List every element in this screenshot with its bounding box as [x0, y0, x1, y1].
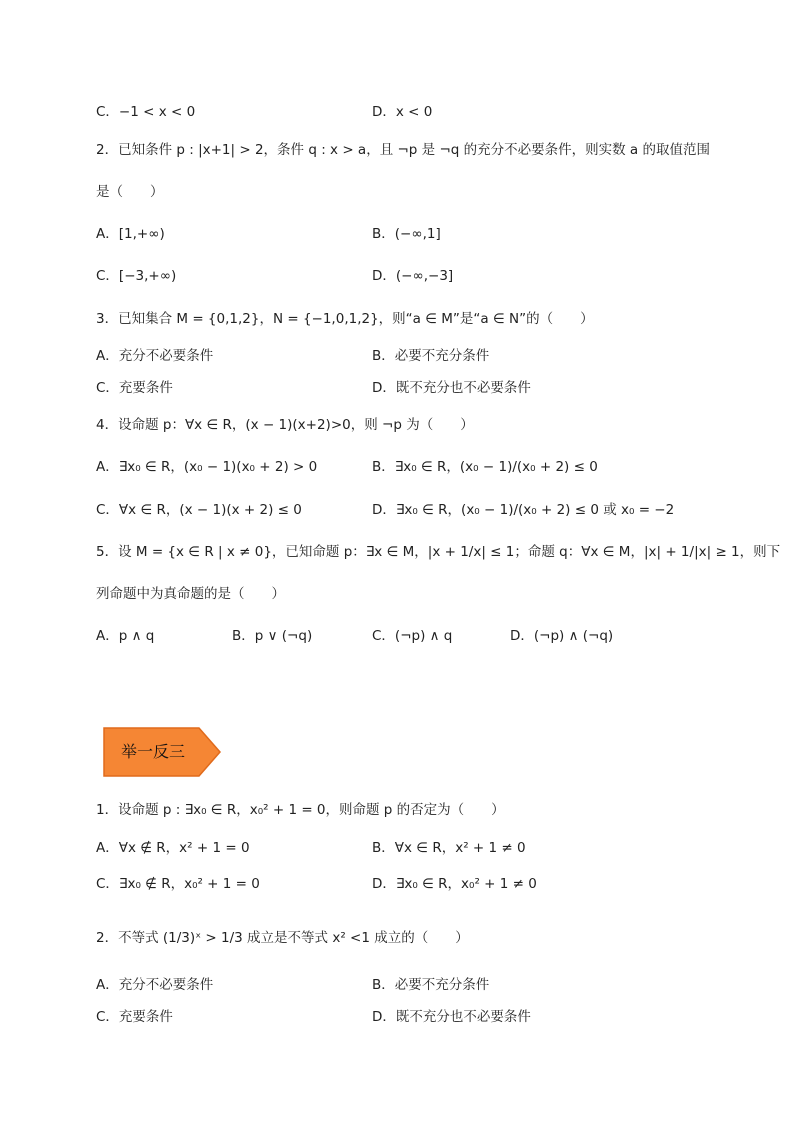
- q2-option-a[interactable]: A．[1,+∞): [96, 226, 165, 242]
- s2-q1-option-a[interactable]: A．∀x ∉ R，x² + 1 = 0: [96, 840, 250, 856]
- q4-option-b[interactable]: B．∃x₀ ∈ R，(x₀ − 1)/(x₀ + 2) ≤ 0: [372, 459, 598, 475]
- s2-q1-option-c[interactable]: C．∃x₀ ∉ R，x₀² + 1 = 0: [96, 876, 260, 892]
- q1-option-d[interactable]: D．x < 0: [372, 104, 433, 120]
- banner-label: 举一反三: [120, 742, 185, 761]
- q2-option-b[interactable]: B．(−∞,1]: [372, 226, 441, 242]
- q5-option-c[interactable]: C．(¬p) ∧ q: [372, 628, 453, 644]
- s2-q2-option-b[interactable]: B．必要不充分条件: [372, 977, 490, 993]
- s2-q1-option-b[interactable]: B．∀x ∈ R，x² + 1 ≠ 0: [372, 840, 526, 856]
- s2-q2-stem: 2．不等式 (1/3)ˣ > 1/3 成立是不等式 x² <1 成立的（ ）: [96, 930, 469, 946]
- q5-option-d[interactable]: D．(¬p) ∧ (¬q): [510, 628, 614, 644]
- q3-option-b[interactable]: B．必要不充分条件: [372, 348, 490, 364]
- q3-option-a[interactable]: A．充分不必要条件: [96, 348, 214, 364]
- s2-q1-stem: 1．设命题 p : ∃x₀ ∈ R，x₀² + 1 = 0，则命题 p 的否定为（ ）: [96, 802, 505, 818]
- q2-option-c[interactable]: C．[−3,+∞): [96, 268, 177, 284]
- q2-stem-line2: 是（ ）: [96, 184, 164, 200]
- q3-option-d[interactable]: D．既不充分也不必要条件: [372, 380, 531, 396]
- q2-option-d[interactable]: D．(−∞,−3]: [372, 268, 454, 284]
- q5-option-a[interactable]: A．p ∧ q: [96, 628, 155, 644]
- q4-option-a[interactable]: A．∃x₀ ∈ R，(x₀ − 1)(x₀ + 2) > 0: [96, 459, 318, 475]
- s2-q2-option-a[interactable]: A．充分不必要条件: [96, 977, 214, 993]
- q3-stem: 3．已知集合 M = {0,1,2}，N = {−1,0,1,2}，则“a ∈ M”是“a ∈ N”的（ ）: [96, 311, 594, 327]
- s2-q2-option-d[interactable]: D．既不充分也不必要条件: [372, 1009, 531, 1025]
- q5-stem-line1: 5．设 M = {x ∈ R | x ≠ 0}，已知命题 p：∃x ∈ M，|x + 1/x| ≤ 1；命题 q：∀x ∈ M，|x| + 1/|x| ≥ 1，则下: [96, 544, 781, 560]
- q3-option-c[interactable]: C．充要条件: [96, 380, 173, 396]
- q1-option-c[interactable]: C．−1 < x < 0: [96, 104, 196, 120]
- q4-stem: 4．设命题 p：∀x ∈ R，(x − 1)(x+2)>0，则 ¬p 为（ ）: [96, 417, 474, 433]
- q2-stem-line1: 2．已知条件 p : |x+1| > 2，条件 q : x > a，且 ¬p 是 ¬q 的充分不必要条件，则实数 a 的取值范围: [96, 142, 710, 158]
- q4-option-d[interactable]: D．∃x₀ ∈ R，(x₀ − 1)/(x₀ + 2) ≤ 0 或 x₀ = −2: [372, 502, 675, 518]
- q4-option-c[interactable]: C．∀x ∈ R，(x − 1)(x + 2) ≤ 0: [96, 502, 302, 518]
- q5-stem-line2: 列命题中为真命题的是（ ）: [96, 586, 285, 602]
- section-banner: [103, 727, 221, 777]
- q5-option-b[interactable]: B．p ∨ (¬q): [232, 628, 313, 644]
- s2-q1-option-d[interactable]: D．∃x₀ ∈ R，x₀² + 1 ≠ 0: [372, 876, 537, 892]
- s2-q2-option-c[interactable]: C．充要条件: [96, 1009, 173, 1025]
